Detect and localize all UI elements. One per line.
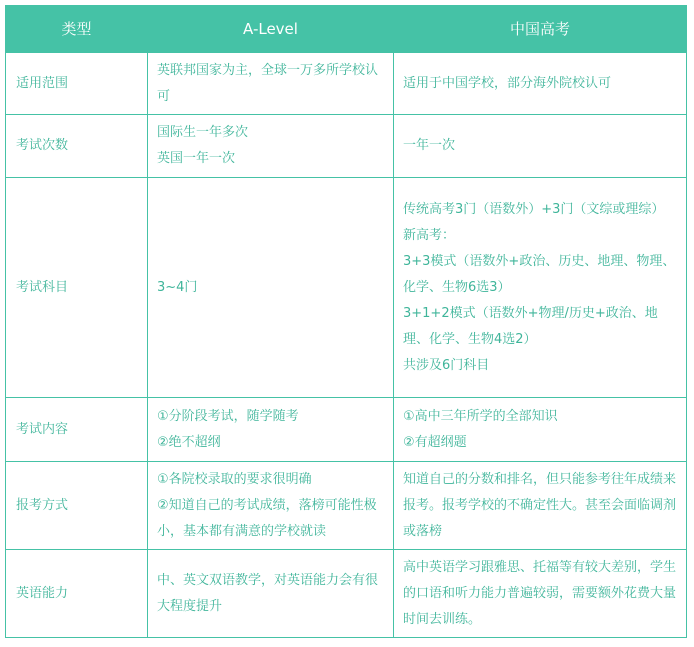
cell-text: 英联邦国家为主，全球一万多所学校认可 <box>157 62 379 104</box>
header-alevel: A-Level <box>148 6 394 53</box>
gaokao-cell <box>394 462 687 550</box>
cell-text: 3+1+2模式（语数外+物理/历史+政治、地理、化学、生物4选2） <box>403 305 658 347</box>
header-gaokao: 中国高考 <box>394 6 687 53</box>
table-row <box>6 178 687 398</box>
cell-text: 3~4门 <box>157 279 198 295</box>
cell-text: 共涉及6门科目 <box>403 357 490 373</box>
gaokao-cell <box>394 178 687 398</box>
cell-text: ①各院校录取的要求很明确 <box>157 471 312 487</box>
row-label: 适用范围 <box>6 53 148 115</box>
header-type: 类型 <box>6 6 148 53</box>
cell-text: 英国一年一次 <box>157 151 236 166</box>
cell-text: 国际生一年多次 <box>157 125 249 140</box>
cell-text: 3+3模式（语数外+政治、历史、地理、物理、化学、生物6选3） <box>403 253 676 295</box>
row-label: 考试次数 <box>6 115 148 178</box>
cell-text: ②知道自己的考试成绩，落榜可能性极小，基本都有满意的学校就读 <box>157 497 377 539</box>
table-row <box>6 398 687 462</box>
row-label: 英语能力 <box>6 550 148 638</box>
gaokao-cell <box>394 550 687 638</box>
cell-text: ②绝不超纲 <box>157 434 221 450</box>
header-row <box>6 6 687 53</box>
cell-text: ②有超纲题 <box>403 434 467 450</box>
cell-text: ①分阶段考试，随学随考 <box>157 408 299 424</box>
gaokao-cell <box>394 115 687 178</box>
table-row <box>6 462 687 550</box>
row-label: 考试科目 <box>6 178 148 398</box>
cell-text: 高中英语学习跟雅思、托福等有较大差别，学生的口语和听力能力普遍较弱，需要额外花费大量时间去训练。 <box>403 559 677 627</box>
cell-text: ①高中三年所学的全部知识 <box>403 408 558 424</box>
cell-text: 中、英文双语教学，对英语能力会有很大程度提升 <box>157 572 379 614</box>
alevel-cell <box>148 550 394 638</box>
alevel-cell <box>148 53 394 115</box>
alevel-cell <box>148 115 394 178</box>
alevel-cell <box>148 178 394 398</box>
table-row <box>6 53 687 115</box>
cell-text: 传统高考3门（语数外）+3门（文综或理综） <box>403 201 665 217</box>
alevel-cell <box>148 462 394 550</box>
row-label: 考试内容 <box>6 398 148 462</box>
comparison-table <box>5 5 687 638</box>
table-row <box>6 550 687 638</box>
cell-text: 知道自己的分数和排名，但只能参考往年成绩来报考。报考学校的不确定性大。甚至会面临调剂或落榜 <box>403 471 677 539</box>
gaokao-cell <box>394 398 687 462</box>
table-row <box>6 115 687 178</box>
cell-text: 新高考： <box>403 227 456 243</box>
cell-text: 适用于中国学校，部分海外院校认可 <box>403 75 612 91</box>
alevel-cell <box>148 398 394 462</box>
cell-text: 一年一次 <box>403 138 456 153</box>
gaokao-cell <box>394 53 687 115</box>
row-label: 报考方式 <box>6 462 148 550</box>
